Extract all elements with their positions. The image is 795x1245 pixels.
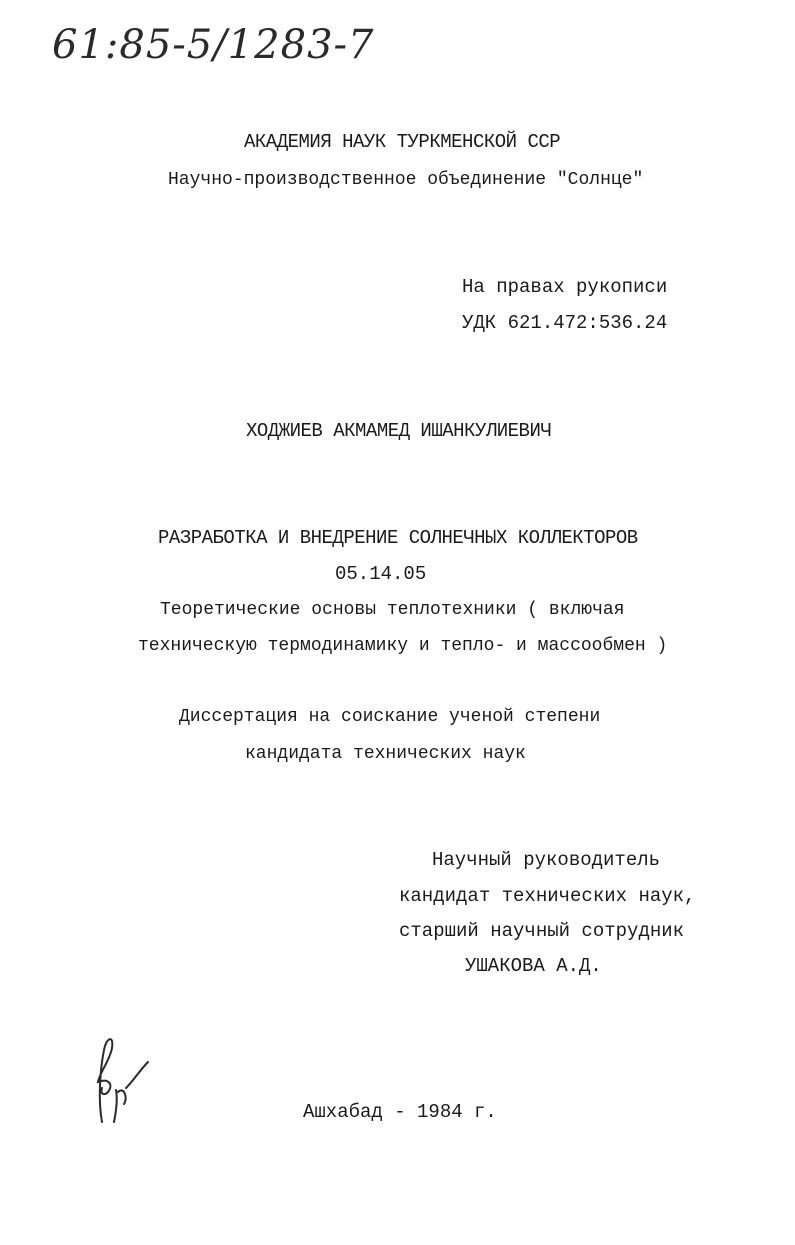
specialty-name-line2: техническую термодинамику и тепло- и массообмен ) (138, 636, 668, 656)
thesis-title: РАЗРАБОТКА И ВНЕДРЕНИЕ СОЛНЕЧНЫХ КОЛЛЕКТОРОВ (158, 527, 638, 549)
archive-number: 61:85-5/1283-7 (52, 22, 375, 68)
organization-name: Научно-производственное объединение "Солнце" (168, 170, 644, 190)
place-and-year: Ашхабад - 1984 г. (303, 1101, 497, 1123)
specialty-code: 05.14.05 (335, 563, 427, 585)
author-name: ХОДЖИЕВ АКМАМЕД ИШАНКУЛИЕВИЧ (246, 420, 552, 442)
manuscript-rights: На правах рукописи (462, 276, 668, 298)
handwritten-signature (88, 1030, 158, 1130)
supervisor-position: старший научный сотрудник (399, 920, 685, 942)
degree-line2: кандидата технических наук (245, 744, 526, 764)
supervisor-degree: кандидат технических наук, (399, 885, 696, 907)
specialty-name-line1: Теоретические основы теплотехники ( включая (160, 600, 625, 620)
udc-code: УДК 621.472:536.24 (462, 312, 668, 334)
supervisor-role: Научный руководитель (432, 849, 661, 871)
degree-line1: Диссертация на соискание ученой степени (179, 707, 601, 727)
academy-name: АКАДЕМИЯ НАУК ТУРКМЕНСКОЙ ССР (244, 131, 561, 153)
supervisor-name: УШАКОВА А.Д. (465, 955, 602, 977)
